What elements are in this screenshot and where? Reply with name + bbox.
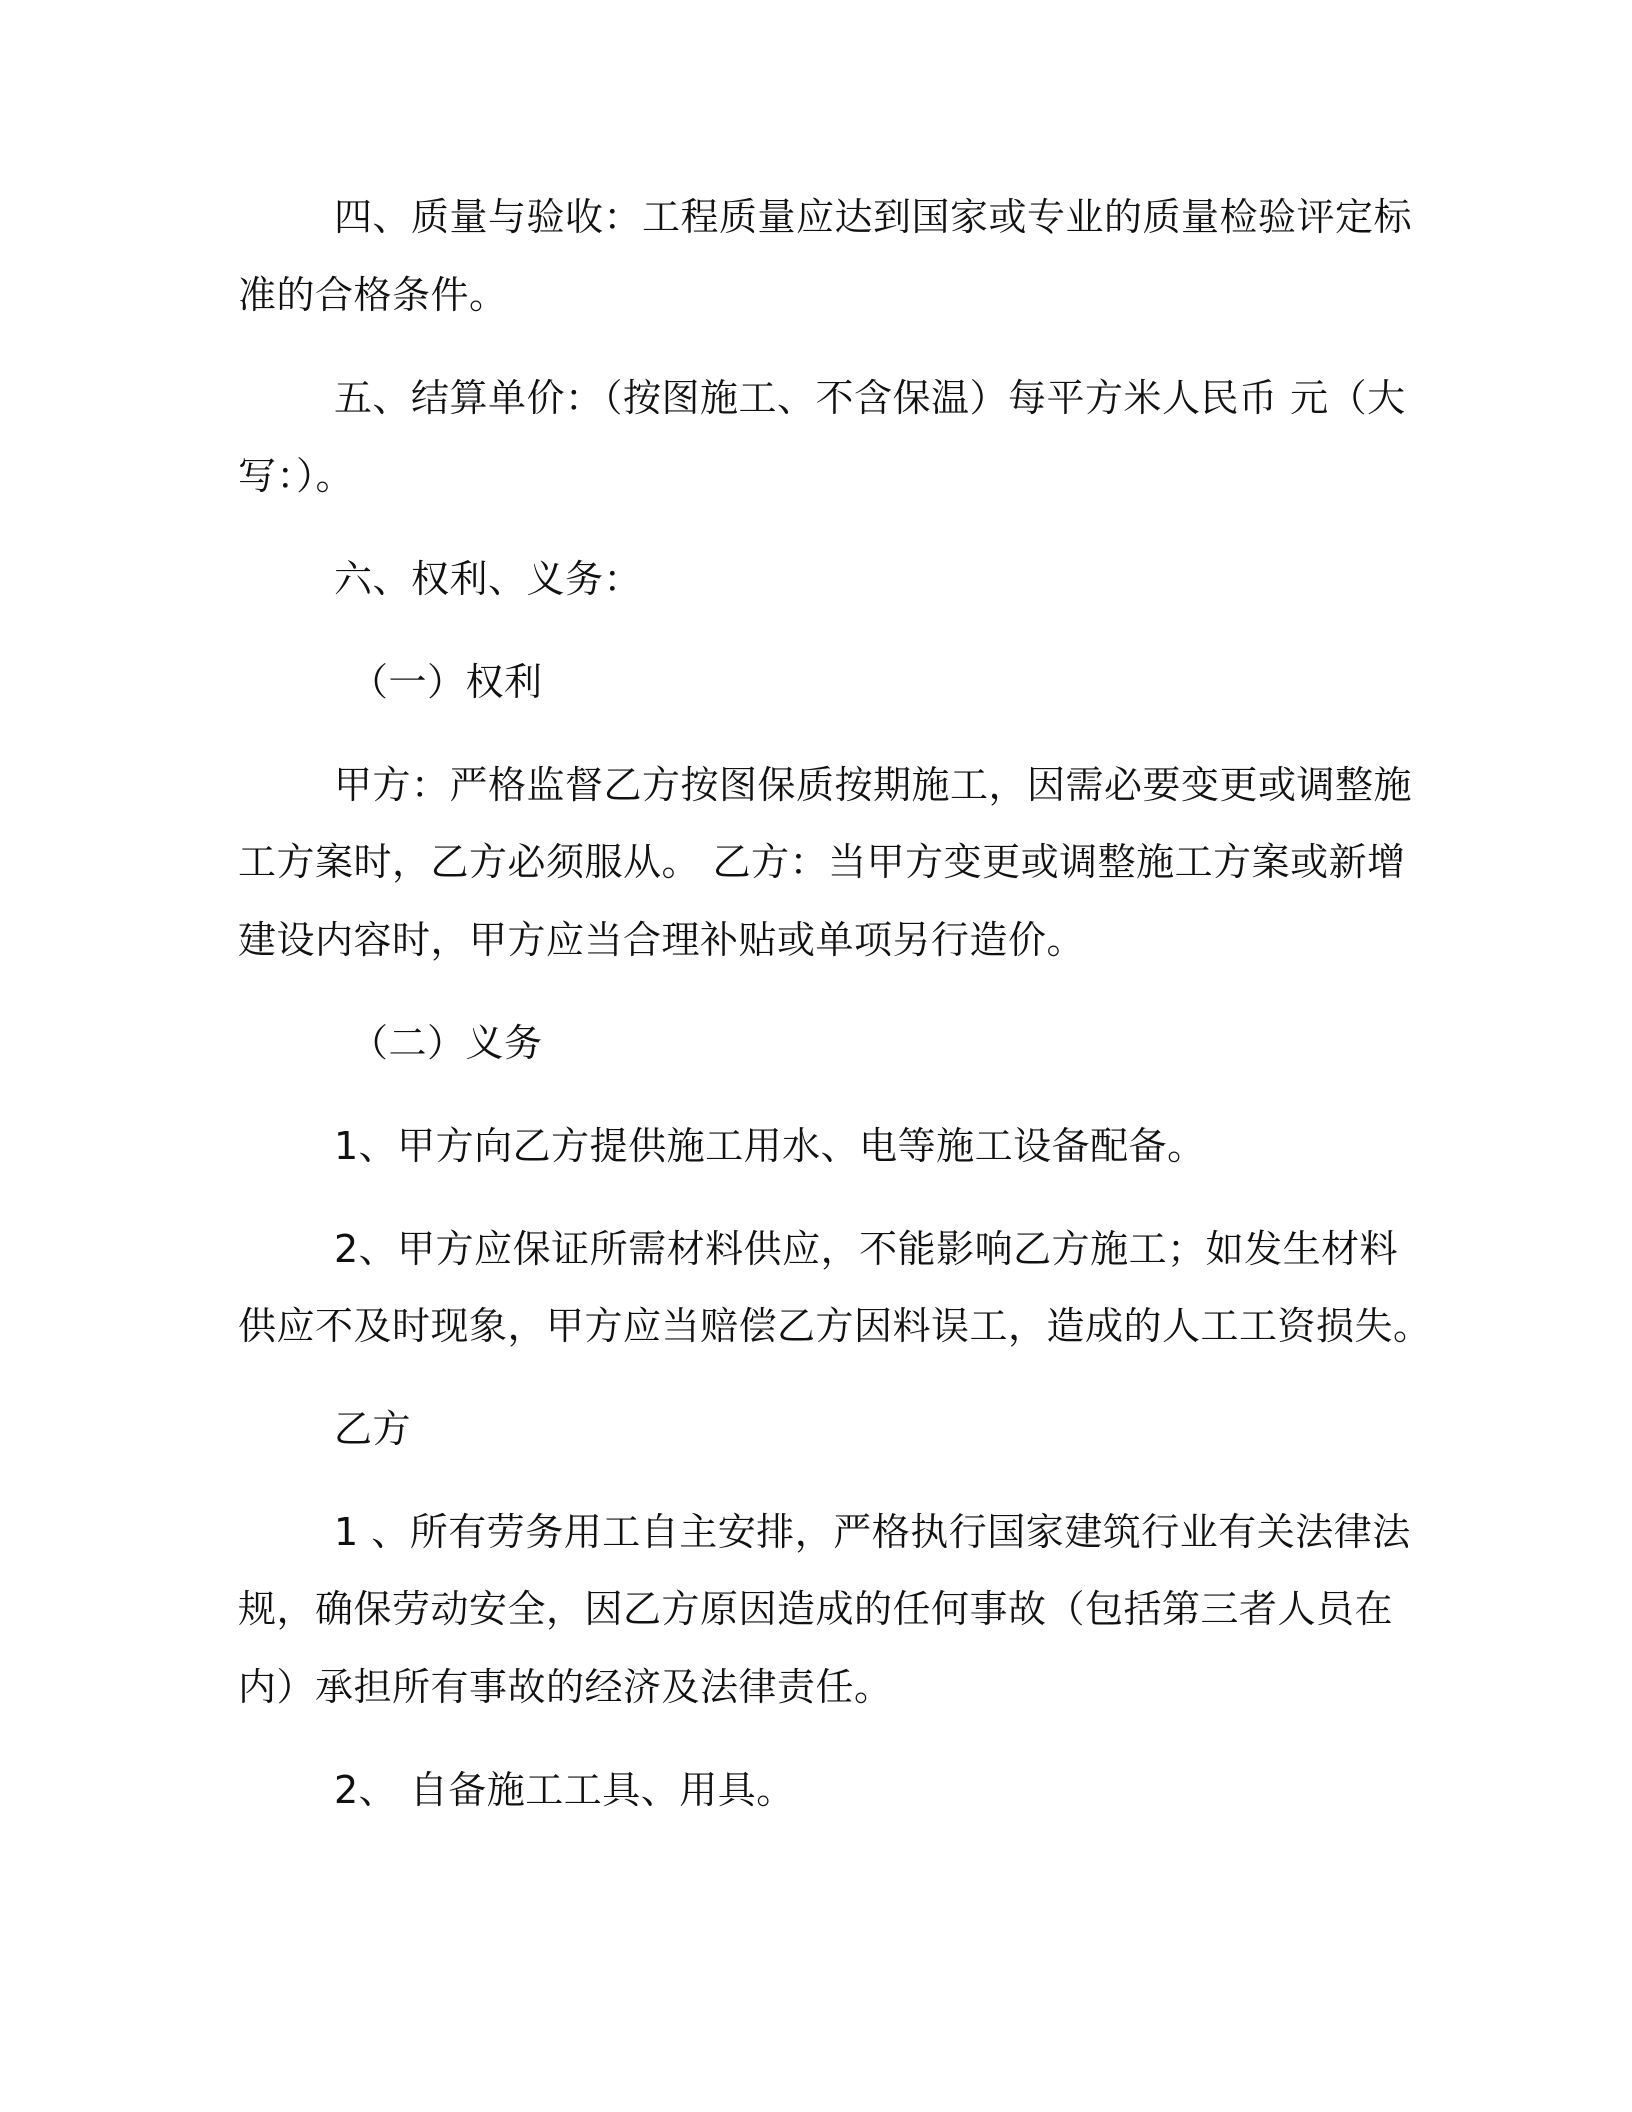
clause-4-line-1: 四、质量与验收：工程质量应达到国家或专业的质量检验评定标 xyxy=(334,195,1413,239)
rights-heading: （一）权利 xyxy=(350,660,543,704)
obligation-a1: 1、甲方向乙方提供施工用水、电等施工设备配备。 xyxy=(334,1124,1206,1168)
rights-line-2: 工方案时，乙方必须服从。 乙方：当甲方变更或调整施工方案或新增 xyxy=(238,840,1406,884)
clause-5-line-2: 写：）。 xyxy=(238,454,355,498)
clause-6-heading: 六、权利、义务： xyxy=(334,557,643,601)
obligation-b2: 2、 自备施工工具、用具。 xyxy=(334,1768,795,1812)
obligation-a2-line-2: 供应不及时现象，甲方应当赔偿乙方因料误工，造成的人工工资损失。 xyxy=(238,1304,1432,1348)
rights-line-1: 甲方：严格监督乙方按图保质按期施工，因需必要变更或调整施 xyxy=(334,763,1413,807)
obligations-heading: （二）义务 xyxy=(350,1021,543,1065)
clause-5-line-1: 五、结算单价：（按图施工、不含保温）每平方米人民币 元（大 xyxy=(334,376,1406,420)
obligation-b1-line-1: 1 、所有劳务用工自主安排，严格执行国家建筑行业有关法律法 xyxy=(334,1510,1411,1554)
obligation-a2-line-1: 2、甲方应保证所需材料供应，不能影响乙方施工；如发生材料 xyxy=(334,1227,1399,1271)
party-b-heading: 乙方 xyxy=(334,1407,412,1451)
obligation-b1-line-3: 内）承担所有事故的经济及法律责任。 xyxy=(238,1665,893,1709)
clause-4-line-2: 准的合格条件。 xyxy=(238,273,508,317)
rights-line-3: 建设内容时，甲方应当合理补贴或单项另行造价。 xyxy=(238,918,1086,962)
obligation-b1-line-2: 规，确保劳动安全，因乙方原因造成的任何事故（包括第三者人员在 xyxy=(238,1587,1394,1631)
